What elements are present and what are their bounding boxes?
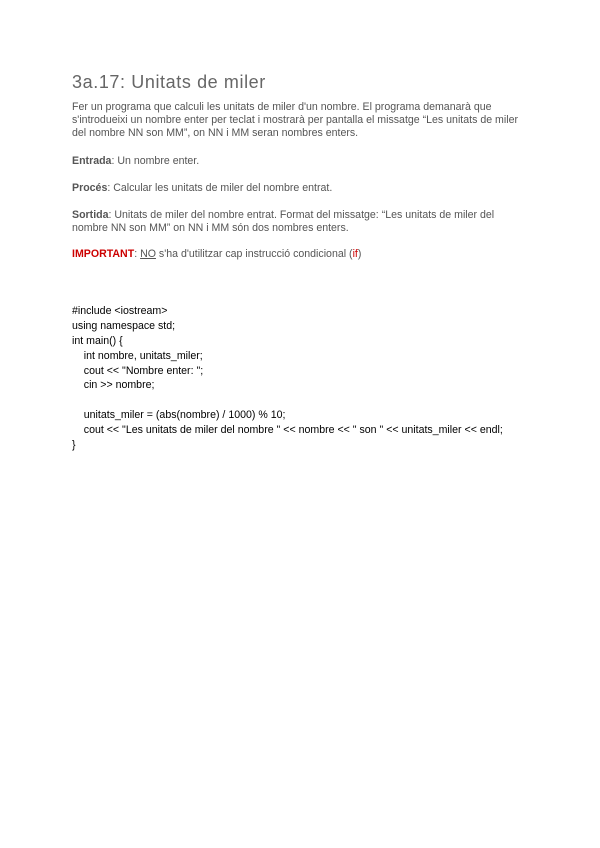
entrada-label: Entrada (72, 155, 112, 167)
entrada-paragraph (72, 155, 532, 168)
entrada-text: : Un nombre enter. (111, 155, 200, 167)
code-block (72, 304, 542, 453)
code-line: cout << "Les unitats de miler del nombre " << nombre << " son " << unitats_miler << endl; (72, 424, 503, 437)
sortida-label: Sortida (72, 209, 109, 221)
code-line: cout << "Nombre enter: "; (72, 364, 204, 377)
important-if-keyword: if (352, 248, 358, 260)
important-separator: : (134, 248, 141, 260)
code-line: int nombre, unitats_miler; (72, 349, 203, 362)
page-title: 3a.17: Unitats de miler (72, 72, 266, 92)
proces-text: : Calcular les unitats de miler del nombre entrat. (107, 182, 333, 194)
important-no: NO (140, 248, 156, 260)
code-line: cin >> nombre; (72, 379, 155, 392)
sortida-paragraph (72, 209, 532, 235)
sortida-text: : Unitats de miler del nombre entrat. Format del missatge: “Les unitats de miler del nombre NN son MM” on NN i MM són dos nombres enters. (72, 209, 495, 234)
important-label: IMPORTANT (72, 248, 135, 260)
important-paragraph (72, 248, 532, 261)
intro-paragraph: Fer un programa que calculi les unitats de miler d'un nombre. El programa demanarà que s'introdueixi un nombre enter per teclat i mostrarà per pantalla el missatge “Les unitats de miler del nombre NN son MM”, on NN i MM seran nombres enters. (72, 101, 518, 139)
code-line: #include <iostream> (72, 305, 168, 317)
important-text: s'ha d'utilitzar cap instrucció condicional ( (155, 248, 353, 260)
code-line: int main() { (72, 334, 123, 347)
proces-paragraph (72, 182, 532, 195)
code-line: using namespace std; (72, 319, 176, 332)
proces-label: Procés (72, 182, 108, 194)
important-close: ) (357, 248, 362, 260)
code-line (72, 393, 542, 408)
code-line: unitats_miler = (abs(nombre) / 1000) % 10; (72, 409, 286, 422)
code-line: } (72, 439, 76, 452)
